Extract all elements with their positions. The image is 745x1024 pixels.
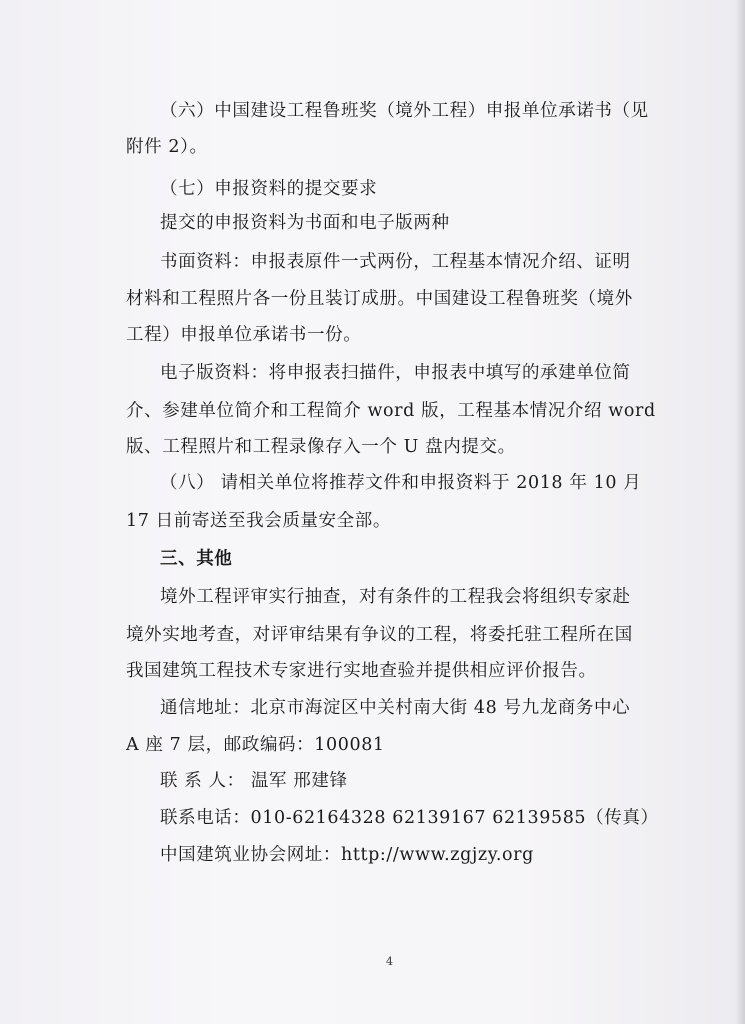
section-heading-others: 三、其他 <box>160 549 233 569</box>
page-number: 4 <box>386 955 393 968</box>
electronic-materials-line-3: 版、工程照片和工程录像存入一个 U 盘内提交。 <box>126 437 516 457</box>
contact-persons: 联 系 人： 温军 邢建锋 <box>160 771 348 791</box>
contact-phone: 联系电话：010-62164328 62139167 62139585（传真） <box>160 808 659 828</box>
electronic-materials-line-1: 电子版资料：将申报表扫描件，申报表中填写的承建单位简 <box>160 363 631 383</box>
paper-materials-line-1: 书面资料：申报表原件一式两份，工程基本情况介绍、证明 <box>160 252 631 272</box>
others-paragraph-line-1: 境外工程评审实行抽查，对有条件的工程我会将组织专家赴 <box>160 587 631 607</box>
item-6-line-2: 附件 2）。 <box>126 137 208 157</box>
mailing-address-line-2: A 座 7 层，邮政编码：100081 <box>126 735 385 755</box>
others-paragraph-line-3: 我国建筑工程技术专家进行实地查验并提供相应评价报告。 <box>126 661 597 681</box>
submission-types: 提交的申报资料为书面和电子版两种 <box>160 213 450 233</box>
item-8-line-2: 17 日前寄送至我会质量安全部。 <box>126 511 391 531</box>
electronic-materials-line-2: 介、参建单位简介和工程简介 word 版，工程基本情况介绍 word <box>126 401 656 421</box>
mailing-address-line-1: 通信地址：北京市海淀区中关村南大街 48 号九龙商务中心 <box>160 698 631 718</box>
association-website: 中国建筑业协会网址：http://www.zgjzy.org <box>160 845 534 865</box>
others-paragraph-line-2: 境外实地考查，对评审结果有争议的工程，将委托驻工程所在国 <box>126 625 633 645</box>
page-edge-shadow <box>735 0 745 1024</box>
item-7-heading: （七）申报资料的提交要求 <box>160 179 378 199</box>
paper-materials-line-3: 工程）申报单位承诺书一份。 <box>126 325 362 345</box>
paper-materials-line-2: 材料和工程照片各一份且装订成册。中国建设工程鲁班奖（境外 <box>126 289 633 309</box>
item-6-line-1: （六）中国建设工程鲁班奖（境外工程）申报单位承诺书（见 <box>160 101 649 121</box>
item-8-line-1: （八） 请相关单位将推荐文件和申报资料于 2018 年 10 月 <box>160 473 642 493</box>
